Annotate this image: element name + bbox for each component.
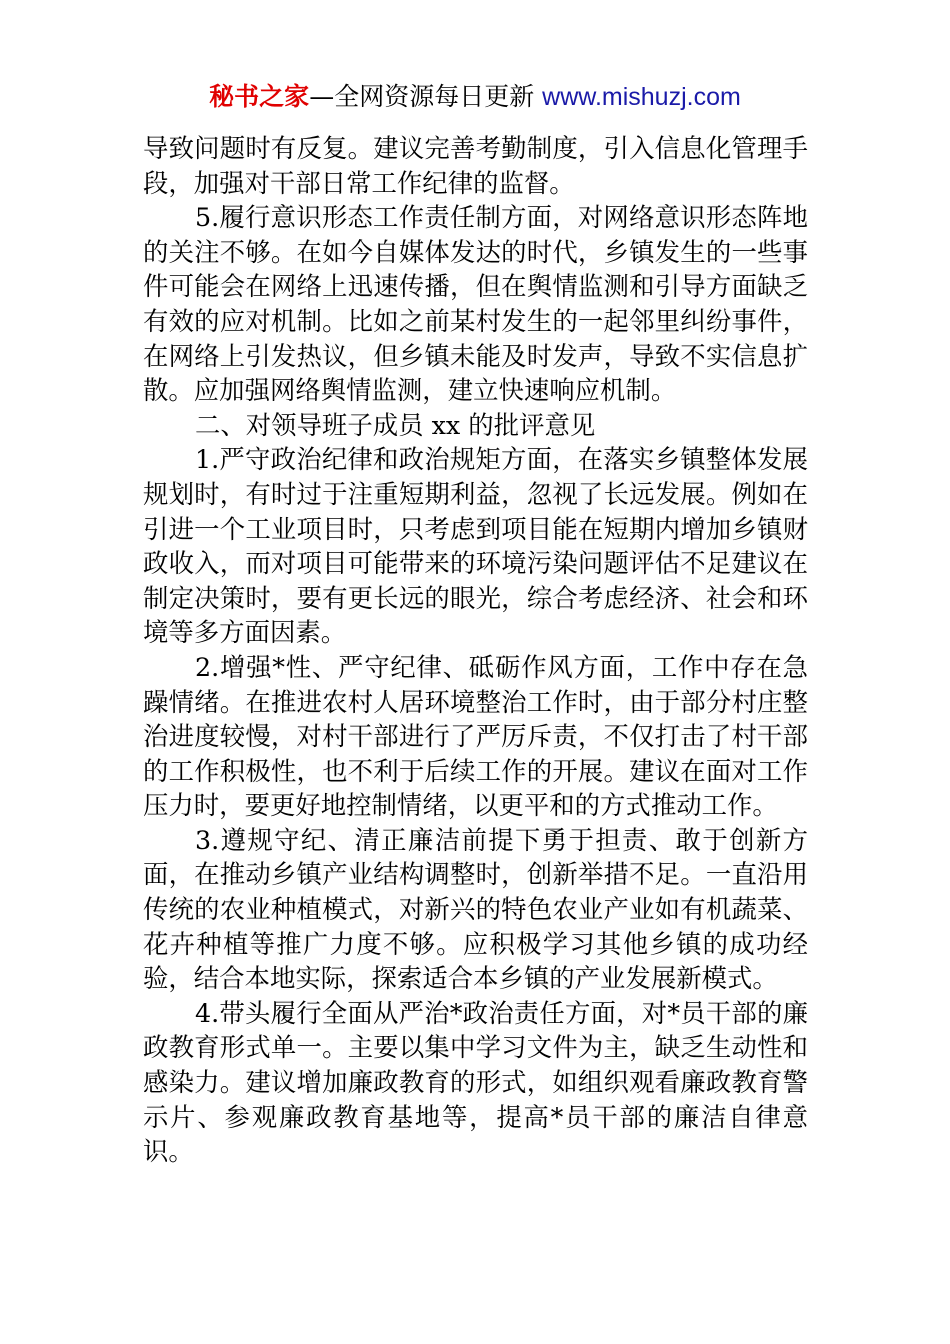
- paragraph-item-3: 3.遵规守纪、清正廉洁前提下勇于担责、敢于创新方面，在推动乡镇产业结构调整时，创新举措不足。一直沿用传统的农业种植模式，对新兴的特色农业产业如有机蔬菜、花卉种植等推广力度不够。应积极学习其他乡镇的成功经验，结合本地实际，探索适合本乡镇的产业发展新模式。: [143, 824, 808, 994]
- paragraph-item-4: 4.带头履行全面从严治*政治责任方面，对*员干部的廉政教育形式单一。主要以集中学习文件为主，缺乏生动性和感染力。建议增加廉政教育的形式，如组织观看廉政教育警示片、参观廉政教育基地等，提高*员干部的廉洁自律意识。: [143, 997, 808, 1167]
- document-body: [143, 131, 808, 1169]
- paragraph-item-1: 1.严守政治纪律和政治规矩方面，在落实乡镇整体发展规划时，有时过于注重短期利益，忽视了长远发展。例如在引进一个工业项目时，只考虑到项目能在短期内增加乡镇财政收入，而对项目可能带来的环境污染问题评估不足建议在制定决策时，要有更长远的眼光，综合考虑经济、社会和环境等多方面因素。: [143, 444, 808, 648]
- paragraph-item-5: 5.履行意识形态工作责任制方面，对网络意识形态阵地的关注不够。在如今自媒体发达的时代，乡镇发生的一些事件可能会在网络上迅速传播，但在舆情监测和引导方面缺乏有效的应对机制。比如之前某村发生的一起邻里纠纷事件，在网络上引发热议，但乡镇未能及时发声，导致不实信息扩散。应加强网络舆情监测，建立快速响应机制。: [143, 202, 808, 406]
- paragraph-item-2: 2.增强*性、严守纪律、砥砺作风方面，工作中存在急躁情绪。在推进农村人居环境整治工作时，由于部分村庄整治进度较慢，对村干部进行了严厉斥责，不仅打击了村干部的工作积极性，也不利于后续工作的开展。建议在面对工作压力时，要更好地控制情绪，以更平和的方式推动工作。: [143, 651, 808, 821]
- site-url: www.mishuzj.com: [542, 83, 741, 111]
- brand-name: 秘书之家: [209, 82, 310, 111]
- paragraph-continuation: 导致问题时有反复。建议完善考勤制度，引入信息化管理手段，加强对干部日常工作纪律的监督。: [143, 133, 808, 198]
- brand-tagline: —全网资源每日更新: [309, 82, 535, 111]
- site-header: [0, 80, 950, 114]
- section-heading: 二、对领导班子成员 xx 的批评意见: [195, 409, 596, 440]
